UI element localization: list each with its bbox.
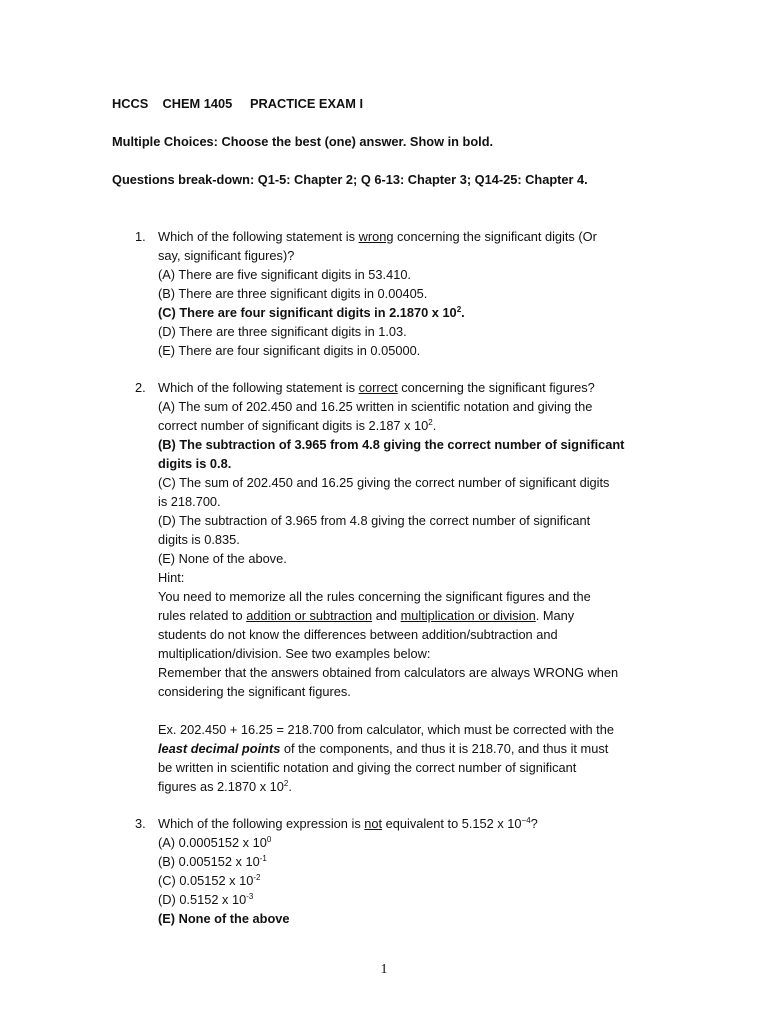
hint-text: [158, 606, 672, 625]
example-emphasis: least decimal points: [158, 741, 281, 756]
exam-title: HCCS CHEM 1405 PRACTICE EXAM I: [112, 96, 364, 111]
option-b-answer-cont: digits is 0.8.: [158, 456, 232, 471]
hint-emphasis: multiplication or division: [400, 608, 536, 623]
question-number: 3.: [135, 816, 146, 831]
option-d-cont: digits is 0.835.: [158, 532, 240, 547]
stem-text: Which of the following statement is: [158, 229, 359, 244]
option-c-answer: [158, 303, 672, 322]
option-d: (D) There are three significant digits in 1.03.: [158, 324, 407, 339]
page-number: 1: [380, 962, 388, 977]
exponent: -1: [259, 854, 267, 863]
hint-text: Remember that the answers obtained from calculators are always WRONG when: [158, 665, 619, 680]
question-number: 1.: [135, 229, 146, 244]
option-e: (E) There are four significant digits in 0.05000.: [158, 343, 421, 358]
hint-text: multiplication/division. See two examples below:: [158, 646, 431, 661]
option-e: (E) None of the above.: [158, 551, 287, 566]
hint-label: Hint:: [158, 570, 185, 585]
option-b-answer: (B) The subtraction of 3.965 from 4.8 giving the correct number of significant: [158, 437, 625, 452]
blank-line: [158, 701, 672, 720]
question-1: [112, 227, 672, 360]
example-end: .: [288, 779, 292, 794]
stem-end: ?: [530, 816, 538, 831]
option-text: (C) 0.05152 x 10: [158, 873, 254, 888]
option-a-cont: [158, 416, 672, 435]
question-2: [112, 378, 672, 796]
hint-text: students do not know the differences between addition/subtraction and: [158, 627, 558, 642]
example-text: be written in scientific notation and giving the correct number of significant: [158, 760, 577, 775]
example-text: [158, 739, 672, 758]
question-stem: [158, 814, 672, 833]
example-fragment: figures as 2.1870 x 10: [158, 779, 284, 794]
option-a: [158, 833, 672, 852]
option-c: (C) The sum of 202.450 and 16.25 giving the correct number of significant digits: [158, 475, 610, 490]
exponent: -3: [246, 892, 254, 901]
question-stem: [158, 378, 672, 397]
question-number: 2.: [135, 380, 146, 395]
option-end: .: [461, 305, 465, 320]
instructions: Multiple Choices: Choose the best (one) answer. Show in bold.: [112, 134, 494, 149]
stem-emphasis: wrong: [358, 229, 394, 244]
example-fragment: of the components, and thus it is 218.70, and thus it must: [280, 741, 609, 756]
hint-fragment: . Many: [535, 608, 575, 623]
hint-fragment: and: [372, 608, 401, 623]
option-end: .: [432, 418, 437, 433]
stem-text: concerning the significant digits (Or: [393, 229, 597, 244]
example-text: Ex. 202.450 + 16.25 = 218.700 from calculator, which must be corrected with the: [158, 722, 614, 737]
exponent: -2: [253, 873, 261, 882]
question-stem-cont: say, significant figures)?: [158, 248, 295, 263]
hint-fragment: rules related to: [158, 608, 247, 623]
option-text: correct number of significant digits is 2.187 x 10: [158, 418, 429, 433]
stem-emphasis: not: [364, 816, 383, 831]
option-b: [158, 852, 672, 871]
stem-text: equivalent to 5.152 x 10: [382, 816, 522, 831]
option-text: (A) 0.0005152 x 10: [158, 835, 267, 850]
hint-text: considering the significant figures.: [158, 684, 351, 699]
option-d: (D) The subtraction of 3.965 from 4.8 giving the correct number of significant: [158, 513, 591, 528]
option-text: (B) 0.005152 x 10: [158, 854, 260, 869]
question-3: [112, 814, 672, 928]
stem-text: Which of the following expression is: [158, 816, 365, 831]
exponent: −4: [521, 816, 531, 825]
exponent: 2: [428, 418, 433, 427]
hint-text: You need to memorize all the rules concerning the significant figures and the: [158, 589, 591, 604]
exponent: 0: [266, 835, 272, 844]
hint-emphasis: addition or subtraction: [246, 608, 373, 623]
example-text: [158, 777, 672, 796]
option-a: (A) There are five significant digits in 53.410.: [158, 267, 411, 282]
exponent: 2: [456, 305, 462, 314]
option-b: (B) There are three significant digits in 0.00405.: [158, 286, 428, 301]
option-text: (D) 0.5152 x 10: [158, 892, 247, 907]
option-a: (A) The sum of 202.450 and 16.25 written in scientific notation and giving the: [158, 399, 593, 414]
stem-text: Which of the following statement is: [158, 380, 359, 395]
questions-breakdown: Questions break-down: Q1-5: Chapter 2; Q 6-13: Chapter 3; Q14-25: Chapter 4.: [112, 172, 588, 187]
option-e-answer: (E) None of the above: [158, 911, 290, 926]
stem-emphasis: correct: [358, 380, 398, 395]
exponent: 2: [283, 779, 289, 788]
question-stem: [158, 227, 672, 246]
option-d: [158, 890, 672, 909]
option-text: (C) There are four significant digits in 2.1870 x 10: [158, 305, 457, 320]
option-c-cont: is 218.700.: [158, 494, 221, 509]
stem-text: concerning the significant figures?: [397, 380, 595, 395]
option-c: [158, 871, 672, 890]
